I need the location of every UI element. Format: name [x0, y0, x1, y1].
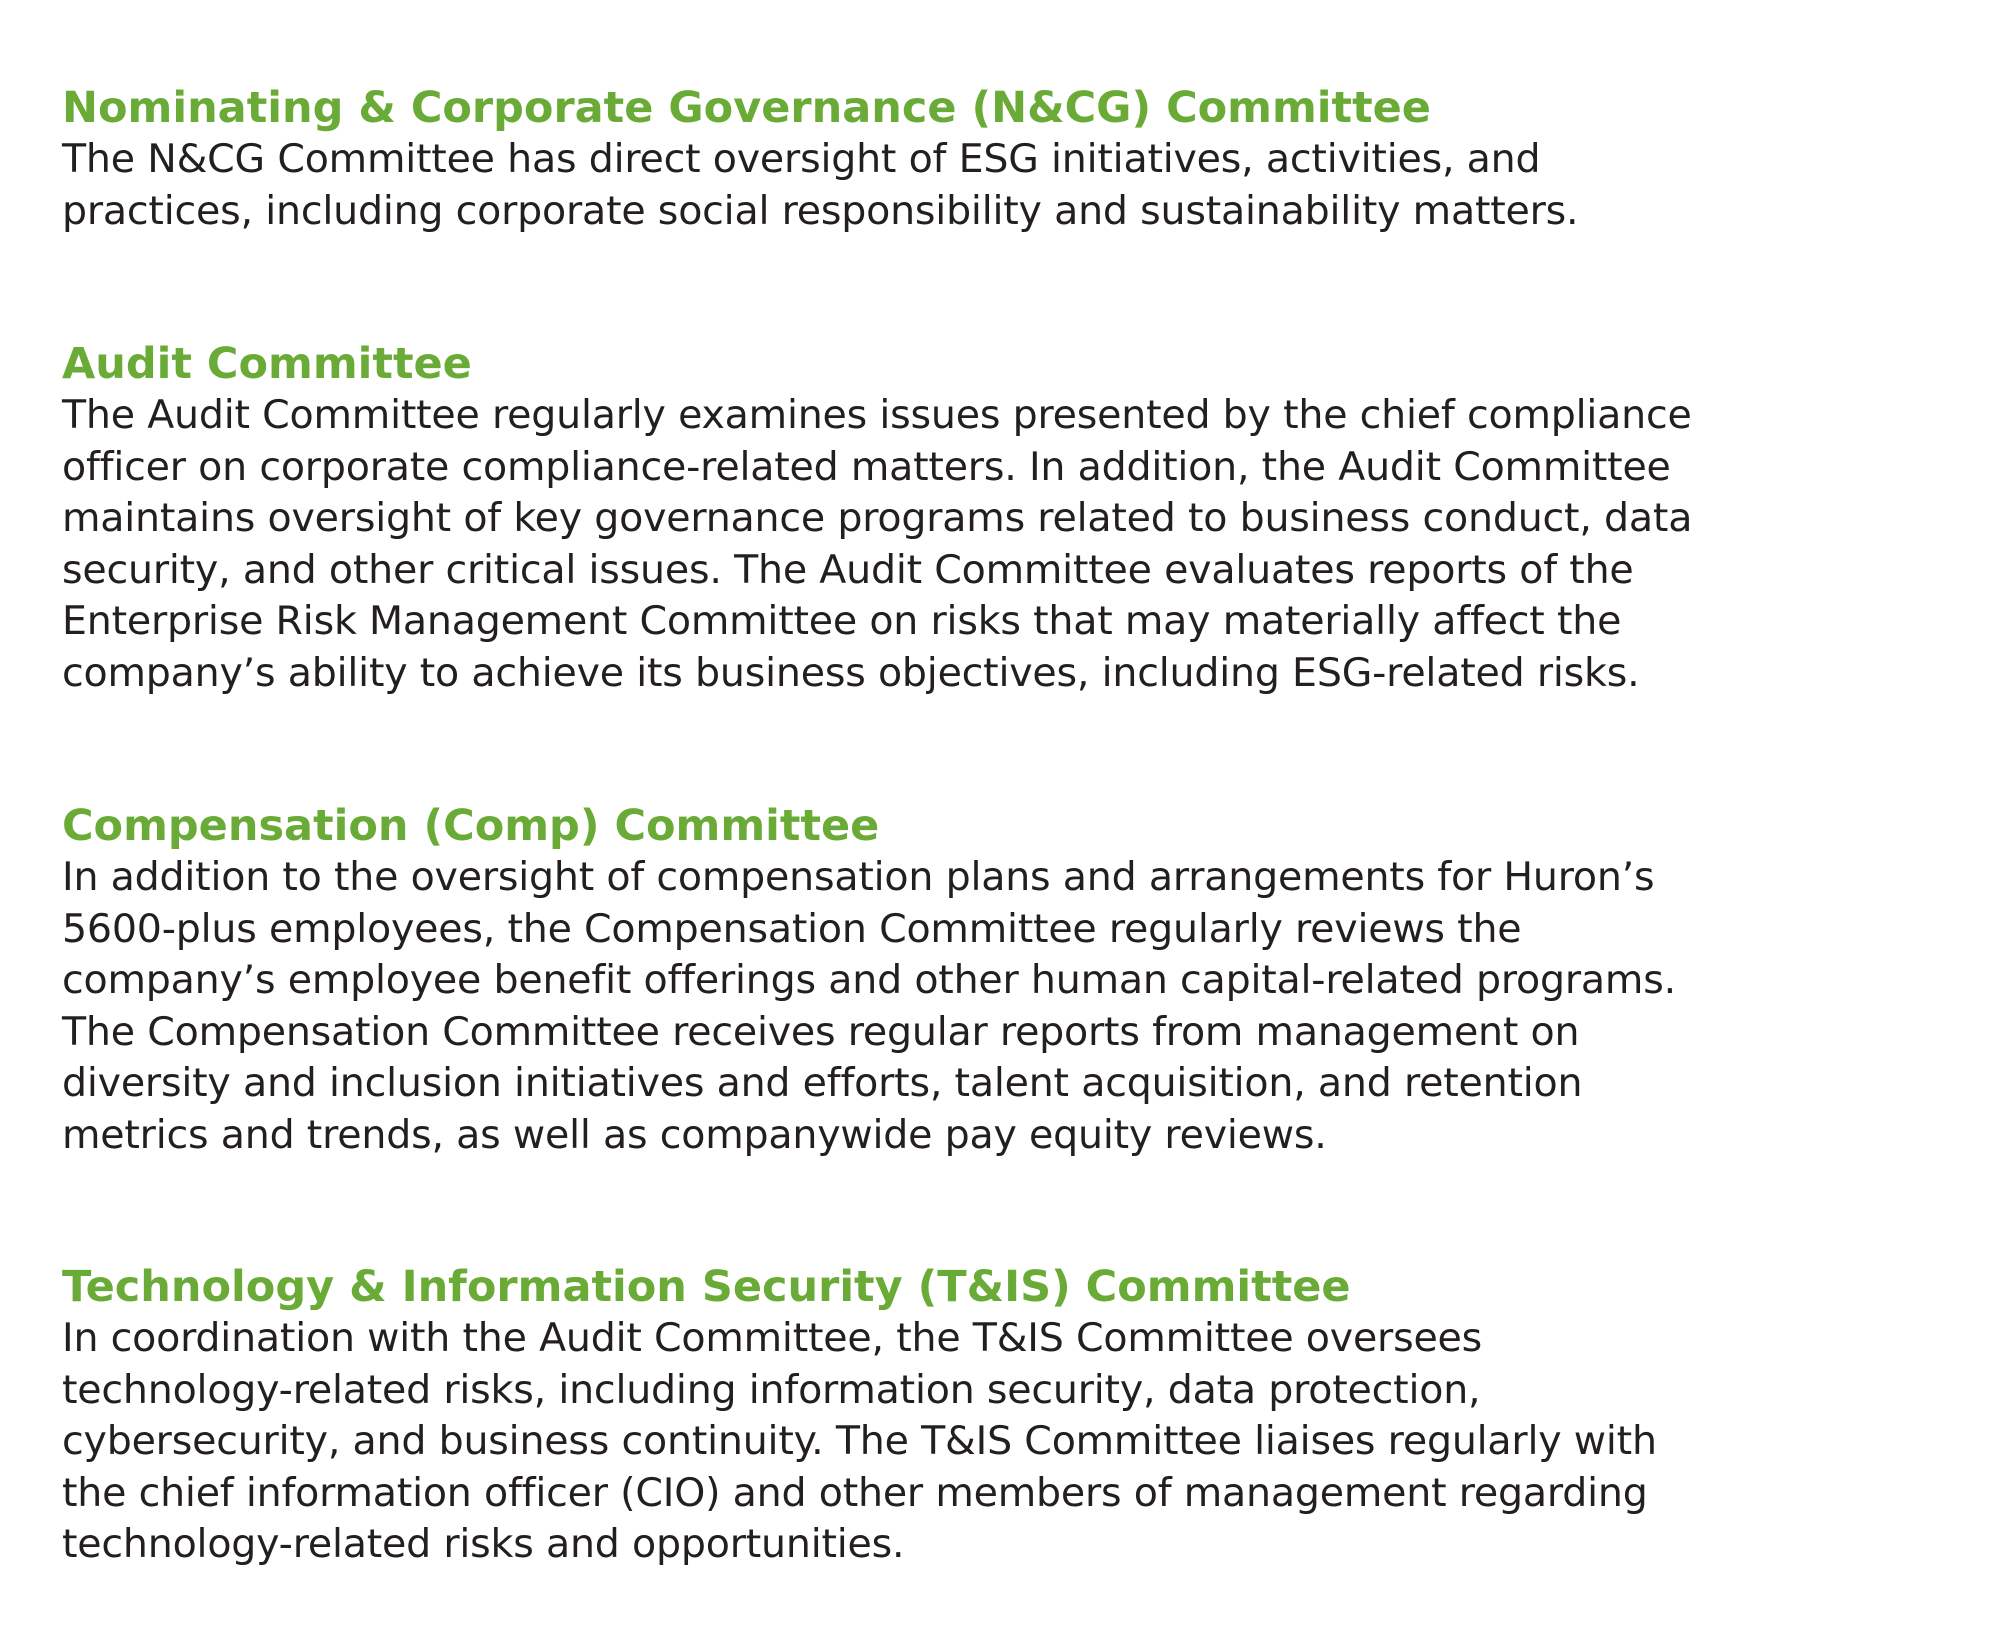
section-tis-committee: [62, 1261, 1657, 1571]
body-line: diversity and inclusion initiatives and efforts, talent acquisition, and retention: [62, 1060, 1583, 1106]
body-line: company’s employee benefit offerings and other human capital-related programs.: [62, 957, 1676, 1003]
body-line: security, and other critical issues. The Audit Committee evaluates reports of the: [62, 546, 1634, 593]
section-title: Audit Committee: [62, 339, 472, 389]
section-body: [62, 390, 1692, 699]
body-line: cybersecurity, and business continuity. The T&IS Committee liaises regularly with: [62, 1418, 1657, 1464]
section-body: [62, 852, 1676, 1161]
body-line: maintains oversight of key governance programs related to business conduct, data: [62, 495, 1693, 541]
body-line: The Compensation Committee receives regular reports from management on: [62, 1008, 1580, 1055]
body-line: In coordination with the Audit Committee, the T&IS Committee oversees: [62, 1315, 1483, 1361]
section-body: [62, 1313, 1657, 1571]
section-audit-committee: [62, 338, 1692, 699]
body-line: metrics and trends, as well as companywide pay equity reviews.: [62, 1111, 1327, 1158]
body-line: company’s ability to achieve its business objectives, including ESG-related risks.: [62, 649, 1640, 696]
body-line: practices, including corporate social responsibility and sustainability matters.: [62, 187, 1579, 234]
body-line: the chief information officer (CIO) and other members of management regarding: [62, 1469, 1648, 1516]
section-ncg-committee: [62, 82, 1578, 237]
body-line: Enterprise Risk Management Committee on risks that may materially affect the: [62, 598, 1622, 644]
body-line: officer on corporate compliance-related matters. In addition, the Audit Committee: [62, 443, 1671, 490]
body-line: technology-related risks, including information security, data protection,: [62, 1366, 1481, 1413]
section-body: [62, 134, 1578, 237]
body-line: The N&CG Committee has direct oversight of ESG initiatives, activities, and: [62, 136, 1541, 182]
body-line: technology-related risks and opportunities.: [62, 1521, 905, 1567]
section-title: Compensation (Comp) Committee: [62, 801, 880, 851]
section-title: Nominating & Corporate Governance (N&CG) Committee: [62, 83, 1431, 133]
section-title: Technology & Information Security (T&IS) Committee: [62, 1262, 1351, 1312]
body-line: The Audit Committee regularly examines issues presented by the chief compliance: [62, 392, 1692, 438]
body-line: In addition to the oversight of compensation plans and arrangements for Huron’s: [62, 854, 1655, 900]
body-line: 5600-plus employees, the Compensation Committee regularly reviews the: [62, 905, 1522, 952]
section-comp-committee: [62, 800, 1676, 1161]
